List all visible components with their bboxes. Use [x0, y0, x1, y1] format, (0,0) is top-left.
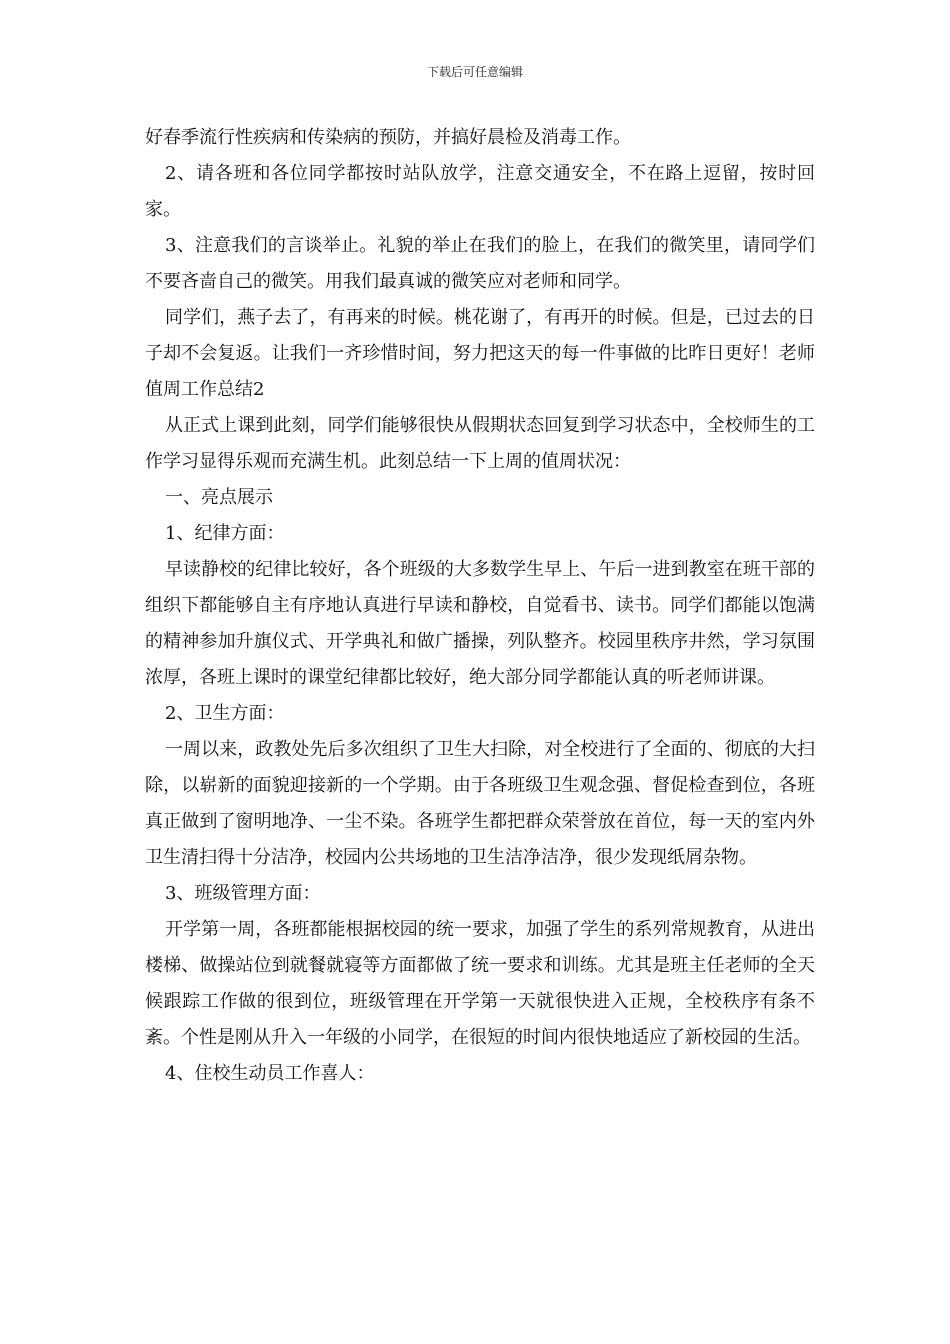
- paragraph: 从正式上课到此刻，同学们能够很快从假期状态回复到学习状态中，全校师生的工作学习显得乐观而充满生机。此刻总结一下上周的值周状况：: [145, 415, 815, 472]
- paragraph: 4、住校生动员工作喜人：: [165, 1063, 375, 1084]
- paragraph: 开学第一周，各班都能根据校园的统一要求，加强了学生的系列常规教育，从进出楼梯、做操站位到就餐就寝等方面都做了统一要求和训练。尤其是班主任老师的全天候跟踪工作做的很到位，班级管理在开学第一天就很快进入正规，全校秩序有条不紊。个性是刚从升入一年级的小同学，在很短的时间内很快地适应了新校园的生活。: [145, 919, 815, 1048]
- page-header: 下载后可任意编辑: [426, 65, 523, 79]
- paragraph: 早读静校的纪律比较好，各个班级的大多数学生早上、午后一进到教室在班干部的组织下都能够自主有序地认真进行早读和静校，自觉看书、读书。同学们都能以饱满的精神参加升旗仪式、开学典礼和做广播操，列队整齐。校园里秩序井然，学习氛围浓厚，各班上课时的课堂纪律都比较好，绝大部分同学都能认真的听老师讲课。: [145, 559, 815, 688]
- paragraph: 2、请各班和各位同学都按时站队放学，注意交通安全，不在路上逗留，按时回家。: [145, 163, 815, 220]
- paragraph: 一、亮点展示: [165, 487, 273, 508]
- paragraph: 3、注意我们的言谈举止。礼貌的举止在我们的脸上，在我们的微笑里，请同学们不要吝啬自己的微笑。用我们最真诚的微笑应对老师和同学。: [145, 235, 815, 292]
- paragraph: 3、班级管理方面：: [165, 883, 321, 904]
- paragraph: 1、纪律方面：: [165, 523, 285, 544]
- paragraph: 好春季流行性疾病和传染病的预防，并搞好晨检及消毒工作。: [145, 127, 631, 148]
- paragraph: 一周以来，政教处先后多次组织了卫生大扫除，对全校进行了全面的、彻底的大扫除，以崭新的面貌迎接新的一个学期。由于各班级卫生观念强、督促检查到位，各班真正做到了窗明地净、一尘不染。各班学生都把群众荣誉放在首位，每一天的室内外卫生清扫得十分洁净，校园内公共场地的卫生洁净洁净，很少发现纸屑杂物。: [145, 739, 815, 868]
- paragraph: 2、卫生方面：: [165, 703, 285, 724]
- paragraph: 同学们，燕子去了，有再来的时候。桃花谢了，有再开的时候。但是，已过去的日子却不会复返。让我们一齐珍惜时间，努力把这天的每一件事做的比昨日更好！老师值周工作总结2: [145, 307, 815, 400]
- document-body: [145, 120, 815, 1092]
